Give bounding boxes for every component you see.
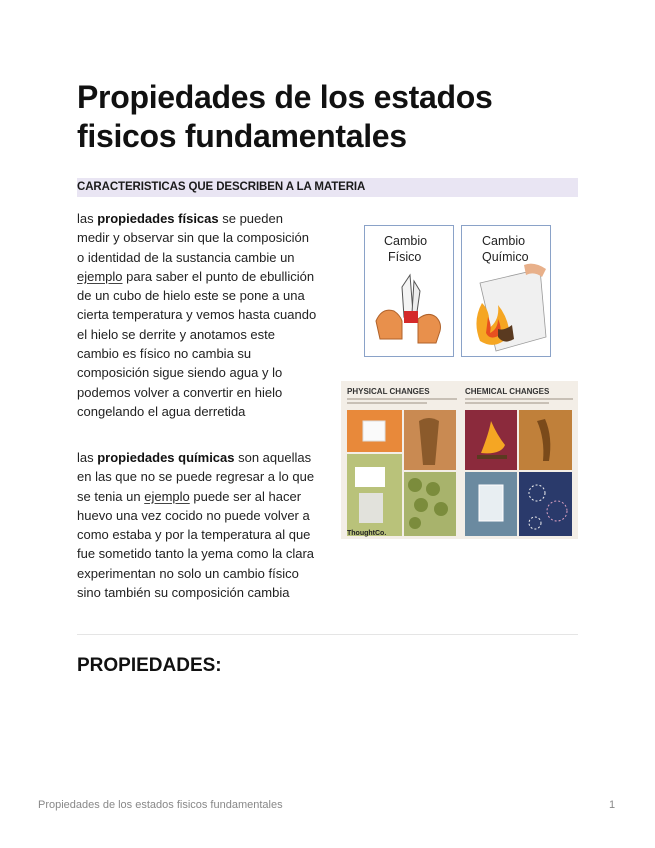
para1-text-b: para saber el punto de ebullición de un cubo de hielo este se pone a una cierta temperatura y vemos hasta cuando el hielo se derrite y anotamos este cambio es físico no cambia su composición sigue siendo agua y lo podemos volver a convertir en hielo congelando el agua derretida: [77, 268, 317, 419]
panel-left-label: Cambio Físico: [384, 234, 428, 264]
para1-intro: las: [77, 211, 98, 226]
term-chemical-properties: propiedades químicas: [97, 450, 235, 465]
example-link-2[interactable]: ejemplo: [144, 488, 190, 504]
physical-chemical-changes-infographic: [341, 381, 578, 539]
paragraph-chemical-properties: [77, 448, 317, 602]
page-title: Propiedades de los estados fisicos fundamentales: [77, 79, 493, 154]
term-physical-properties: propiedades físicas: [97, 211, 219, 226]
tile-fireworks: [519, 472, 572, 536]
infographic-left-heading: PHYSICAL CHANGES: [347, 387, 430, 396]
para2-text-b: puede ser al hacer huevo una vez cocido no puede volver a como estaba y por la temperatura al que fue sometido tanto la yema como la clara experimentan no solo un cambio físico sino también su composición cambia: [77, 488, 315, 601]
para2-intro: las: [77, 450, 98, 465]
paragraph-physical-properties: [77, 209, 317, 421]
infographic-brand: ThoughtCo.: [347, 530, 387, 537]
infographic-right-heading: CHEMICAL CHANGES: [465, 387, 550, 396]
physical-vs-chemical-change-image: [364, 225, 552, 357]
example-link-1[interactable]: ejemplo: [77, 268, 123, 284]
para2-text-a: son aquellas en las que no se puede regresar a lo que se tenia un: [77, 450, 315, 504]
footer-document-title: Propiedades de los estados fisicos fundamentales: [38, 799, 283, 811]
section-heading: CARACTERISTICAS QUE DESCRIBEN A LA MATERIA: [77, 181, 366, 193]
properties-subheading: PROPIEDADES:: [77, 655, 222, 676]
divider: [77, 634, 578, 635]
para1-text-a: se pueden medir y observar sin que la composición o identidad de la sustancia cambie un: [77, 211, 309, 265]
panel-right-label: Cambio Químico: [482, 234, 529, 264]
footer-page-number: 1: [609, 799, 616, 811]
section-heading-bar: [77, 178, 578, 197]
